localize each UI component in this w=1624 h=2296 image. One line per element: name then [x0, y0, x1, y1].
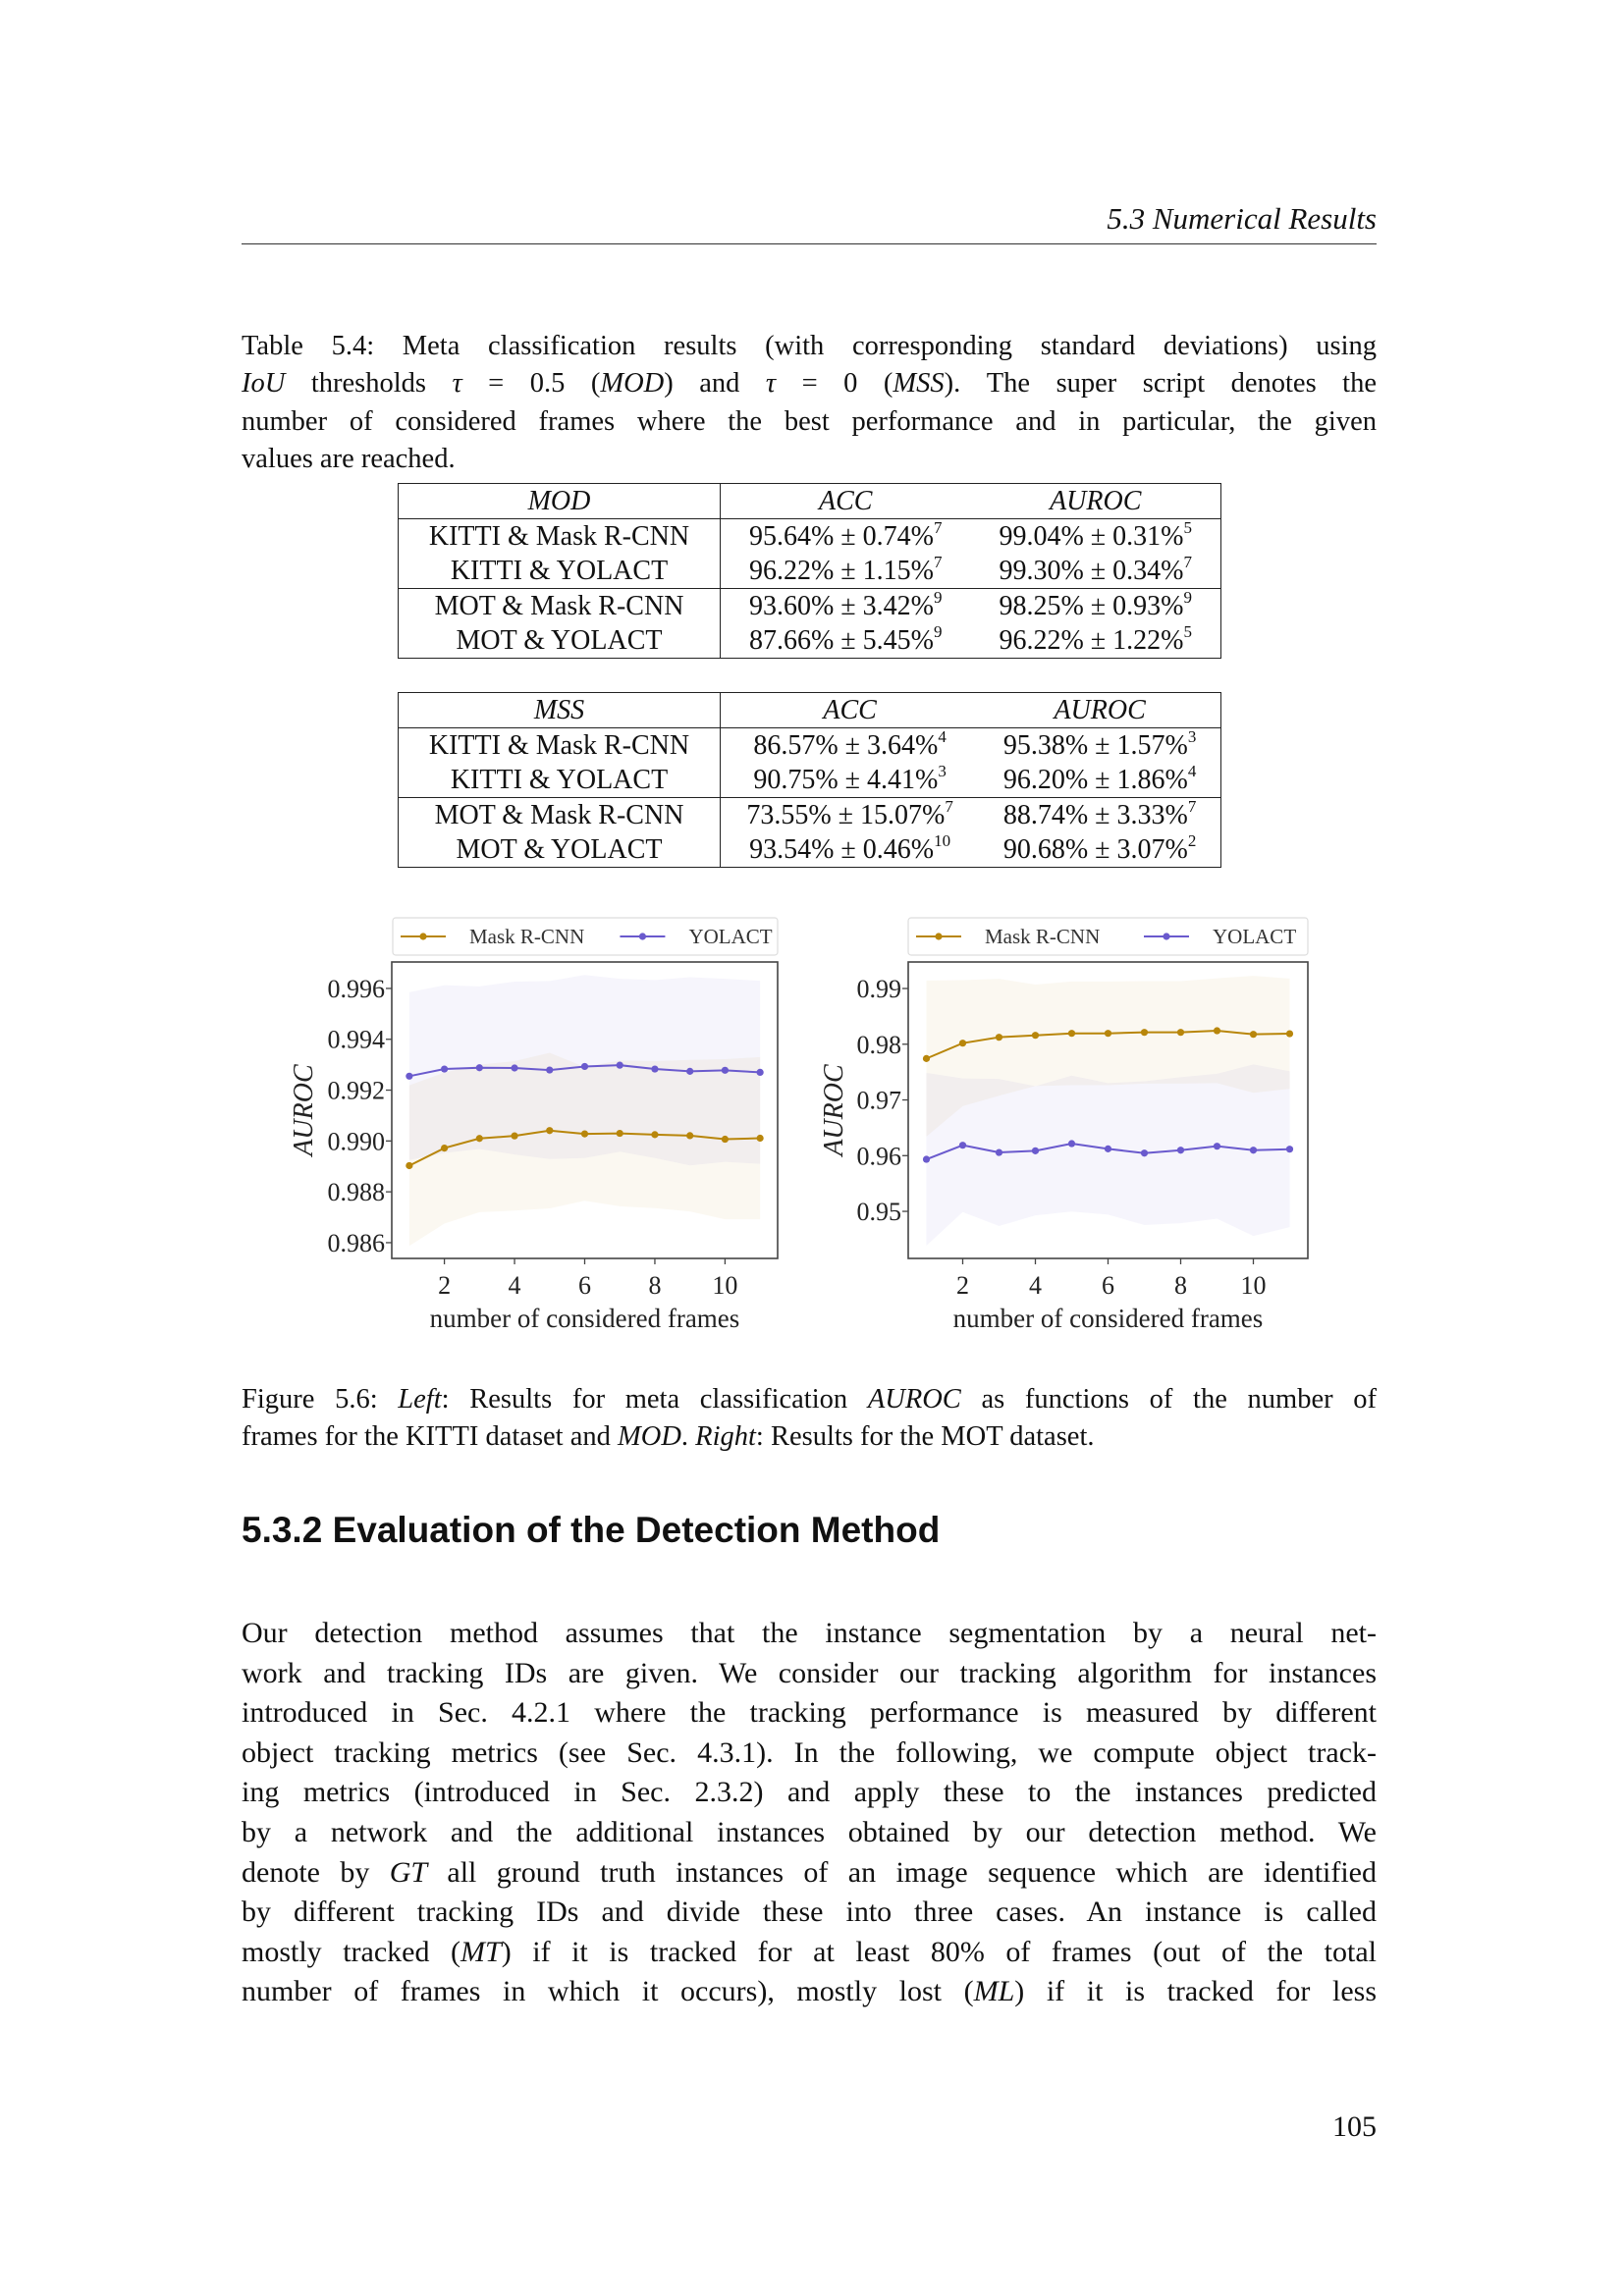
text-run: number of considered frames where the best performance and in particular, the given — [242, 405, 1377, 437]
data-point — [923, 1155, 930, 1162]
data-point — [546, 1066, 553, 1073]
math-term: AUROC — [867, 1384, 961, 1415]
acc-value: 86.57% ± 3.64% — [753, 730, 939, 761]
row-label: MOT & YOLACT — [399, 623, 721, 659]
math-term: τ — [452, 368, 462, 400]
data-point — [1105, 1030, 1111, 1037]
row-label: KITTI & YOLACT — [399, 763, 721, 798]
data-point — [617, 1062, 623, 1069]
data-point — [722, 1067, 729, 1074]
text-run: ) if it is tracked for less — [1014, 1975, 1378, 2008]
data-point — [511, 1133, 517, 1140]
data-point — [686, 1068, 693, 1075]
row-label: MOT & YOLACT — [399, 832, 721, 868]
x-tick-label: 10 — [712, 1271, 738, 1300]
data-point — [1032, 1148, 1039, 1154]
auroc-value: 88.74% ± 3.33% — [1002, 800, 1188, 830]
column-header: ACC — [721, 484, 971, 519]
text-line — [242, 1813, 1377, 1853]
auroc-value: 95.38% ± 1.57% — [1002, 730, 1188, 761]
chart-left-kitti — [289, 918, 778, 1333]
data-point — [441, 1145, 448, 1151]
y-tick-label: 0.97 — [856, 1086, 901, 1115]
text-run: values are reached. — [242, 443, 456, 474]
math-term: MOD — [618, 1421, 681, 1453]
acc-value: 90.75% ± 4.41% — [753, 765, 939, 795]
best-frames-superscript: 3 — [1187, 727, 1197, 746]
math-term: Left — [398, 1384, 442, 1415]
math-term: GT — [389, 1855, 428, 1889]
data-point — [686, 1132, 693, 1139]
auroc-value: 98.25% ± 0.93% — [999, 591, 1184, 621]
text-run: mostly tracked ( — [242, 1935, 461, 1968]
best-frames-superscript: 7 — [934, 518, 943, 537]
y-tick-label: 0.988 — [327, 1178, 385, 1207]
x-tick-label: 8 — [1174, 1271, 1187, 1300]
section-heading: 5.3.2 Evaluation of the Detection Method — [242, 1510, 941, 1550]
data-point — [996, 1148, 1002, 1155]
text-run: by a network and the additional instances obtained by our detection method. We — [242, 1815, 1377, 1848]
data-point — [1141, 1029, 1148, 1036]
acc-value: 93.60% ± 3.42% — [748, 591, 934, 621]
best-frames-superscript: 2 — [1187, 831, 1197, 850]
body-paragraph — [242, 1614, 1377, 2012]
text-line — [242, 1893, 1377, 1933]
data-point — [546, 1127, 553, 1134]
best-frames-superscript: 9 — [934, 622, 943, 641]
x-axis-label: number of considered frames — [952, 1304, 1264, 1333]
best-frames-superscript: 4 — [938, 727, 947, 746]
acc-value: 95.64% ± 0.74% — [748, 521, 934, 552]
text-line — [242, 1734, 1377, 1774]
text-run: Table 5.4: Meta classification results (with corresponding standard deviations) using — [242, 331, 1377, 361]
column-header: AUROC — [971, 484, 1221, 519]
figure-caption — [242, 1381, 1377, 1457]
text-run: ing metrics (introduced in Sec. 2.3.2) and apply these to the instances predicted — [242, 1776, 1377, 1809]
data-point — [1286, 1146, 1293, 1152]
data-point — [406, 1073, 412, 1080]
text-run: . — [680, 1421, 696, 1453]
data-point — [1068, 1030, 1075, 1037]
text-run: thresholds — [285, 368, 453, 400]
text-line — [242, 1972, 1377, 2012]
y-tick-label: 0.996 — [327, 974, 385, 1003]
text-line — [242, 1773, 1377, 1813]
column-header: MSS — [399, 693, 721, 728]
best-frames-superscript: 7 — [945, 797, 953, 816]
data-point — [1286, 1030, 1293, 1037]
y-tick-label: 0.98 — [856, 1030, 901, 1059]
text-run: = 0 ( — [776, 368, 893, 400]
math-term: ML — [973, 1975, 1015, 2008]
text-run: object tracking metrics (see Sec. 4.3.1). In the following, we compute object track- — [242, 1735, 1377, 1769]
data-point — [581, 1063, 588, 1070]
data-point — [1214, 1027, 1220, 1034]
column-header: AUROC — [979, 693, 1220, 728]
row-label: KITTI & Mask R-CNN — [399, 519, 721, 555]
text-run: = 0.5 ( — [461, 368, 601, 400]
text-run: all ground truth instances of an image sequence which are identified — [427, 1855, 1378, 1889]
acc-value: 87.66% ± 5.45% — [748, 625, 934, 656]
data-point — [1214, 1143, 1220, 1149]
data-point — [617, 1130, 623, 1137]
data-point — [476, 1135, 483, 1142]
legend — [908, 918, 1308, 955]
std-band-yolact — [927, 1064, 1290, 1246]
data-point — [441, 1065, 448, 1072]
y-axis-label: AUROC — [819, 1064, 849, 1156]
y-tick-label: 0.95 — [856, 1198, 901, 1227]
best-frames-superscript: 4 — [1187, 762, 1197, 780]
data-point — [651, 1131, 658, 1138]
auroc-value: 96.22% ± 1.22% — [999, 625, 1184, 656]
row-label: MOT & Mask R-CNN — [399, 798, 721, 833]
best-frames-superscript: 5 — [1183, 622, 1192, 641]
text-run: frames for the KITTI dataset and — [242, 1421, 618, 1453]
text-run: ) if it is tracked for at least 80% of frames (out of the total — [501, 1935, 1377, 1968]
text-line — [242, 1933, 1377, 1973]
legend-marker — [639, 933, 646, 939]
running-header: 5.3 Numerical Results — [1107, 201, 1377, 236]
column-header: MOD — [399, 484, 721, 519]
x-tick-label: 6 — [578, 1271, 591, 1300]
math-term: MSS — [893, 368, 945, 400]
text-run: as functions of the number of — [960, 1384, 1378, 1415]
y-axis-label: AUROC — [289, 1064, 319, 1156]
data-point — [1177, 1029, 1184, 1036]
text-line — [242, 1381, 1377, 1418]
data-point — [757, 1069, 764, 1076]
row-label: KITTI & Mask R-CNN — [399, 728, 721, 764]
text-run: ) and — [664, 368, 766, 400]
best-frames-superscript: 3 — [938, 762, 947, 780]
math-term: MOD — [600, 368, 665, 400]
text-run: work and tracking IDs are given. We consider our tracking algorithm for instances — [242, 1656, 1377, 1689]
data-point — [959, 1142, 966, 1148]
data-point — [1250, 1031, 1257, 1038]
acc-value: 73.55% ± 15.07% — [746, 800, 946, 830]
data-point — [651, 1065, 658, 1072]
data-point — [1141, 1149, 1148, 1156]
legend — [393, 918, 778, 955]
data-point — [406, 1162, 412, 1169]
data-point — [996, 1034, 1002, 1041]
y-tick-label: 0.99 — [856, 975, 901, 1004]
x-tick-label: 8 — [648, 1271, 662, 1300]
acc-value: 96.22% ± 1.15% — [748, 556, 934, 586]
x-tick-label: 2 — [438, 1271, 452, 1300]
legend-label: YOLACT — [1212, 925, 1297, 948]
text-run: introduced in Sec. 4.2.1 where the tracking performance is measured by different — [242, 1696, 1377, 1730]
auroc-value: 96.20% ± 1.86% — [1002, 765, 1188, 795]
best-frames-superscript: 9 — [934, 588, 943, 607]
text-run: ). The super script denotes the — [944, 368, 1377, 400]
y-tick-label: 0.96 — [856, 1142, 901, 1171]
text-run: by different tracking IDs and divide these into three cases. An instance is called — [242, 1896, 1377, 1929]
legend-marker — [935, 933, 942, 939]
page-number: 105 — [1332, 2110, 1377, 2143]
math-term: Right — [695, 1421, 756, 1453]
data-point — [1250, 1147, 1257, 1153]
y-tick-label: 0.990 — [327, 1127, 385, 1156]
text-line — [242, 1853, 1377, 1894]
best-frames-superscript: 7 — [1183, 553, 1192, 571]
best-frames-superscript: 5 — [1183, 518, 1192, 537]
data-point — [722, 1136, 729, 1143]
data-point — [923, 1055, 930, 1062]
x-tick-label: 4 — [1029, 1271, 1042, 1300]
legend-label: Mask R-CNN — [985, 925, 1101, 948]
text-run: Our detection method assumes that the instance segmentation by a neural net- — [242, 1617, 1377, 1649]
math-term: τ — [765, 368, 777, 400]
y-tick-label: 0.992 — [327, 1076, 385, 1105]
data-point — [1105, 1146, 1111, 1152]
text-run: number of frames in which it occurs), mostly lost ( — [242, 1975, 974, 2008]
text-line — [242, 1654, 1377, 1694]
legend-label: YOLACT — [688, 925, 773, 948]
text-run: : Results for the MOT dataset. — [755, 1421, 1095, 1453]
data-point — [757, 1135, 764, 1142]
auroc-value: 99.04% ± 0.31% — [999, 521, 1184, 552]
x-axis-label: number of considered frames — [429, 1304, 740, 1333]
math-term: IoU — [242, 368, 286, 400]
text-line — [242, 1418, 1377, 1456]
math-term: MT — [460, 1935, 502, 1968]
auroc-value: 90.68% ± 3.07% — [1002, 834, 1188, 865]
text-run: Figure 5.6: — [242, 1384, 399, 1415]
row-label: MOT & Mask R-CNN — [399, 589, 721, 624]
legend-label: Mask R-CNN — [469, 925, 585, 948]
column-header: ACC — [721, 693, 980, 728]
legend-marker — [1163, 933, 1169, 939]
legend-marker — [419, 933, 426, 939]
best-frames-superscript: 7 — [1187, 797, 1197, 816]
x-tick-label: 6 — [1102, 1271, 1114, 1300]
text-line — [242, 1614, 1377, 1654]
data-point — [1068, 1140, 1075, 1147]
data-point — [581, 1130, 588, 1137]
data-point — [1032, 1032, 1039, 1039]
data-point — [959, 1040, 966, 1046]
y-tick-label: 0.994 — [327, 1025, 385, 1054]
best-frames-superscript: 10 — [934, 831, 951, 850]
row-label: KITTI & YOLACT — [399, 554, 721, 589]
text-run: denote by — [242, 1855, 390, 1889]
text-run: : Results for meta classification — [441, 1384, 868, 1415]
data-point — [511, 1064, 517, 1071]
best-frames-superscript: 9 — [1183, 588, 1192, 607]
x-tick-label: 4 — [508, 1271, 521, 1300]
data-point — [476, 1064, 483, 1071]
text-line — [242, 1693, 1377, 1734]
best-frames-superscript: 7 — [934, 553, 943, 571]
y-tick-label: 0.986 — [327, 1228, 385, 1257]
chart-right-mot — [819, 918, 1308, 1333]
data-point — [1177, 1147, 1184, 1153]
x-tick-label: 2 — [956, 1271, 969, 1300]
auroc-value: 99.30% ± 0.34% — [999, 556, 1184, 586]
x-tick-label: 10 — [1240, 1271, 1267, 1300]
acc-value: 93.54% ± 0.46% — [749, 834, 935, 865]
